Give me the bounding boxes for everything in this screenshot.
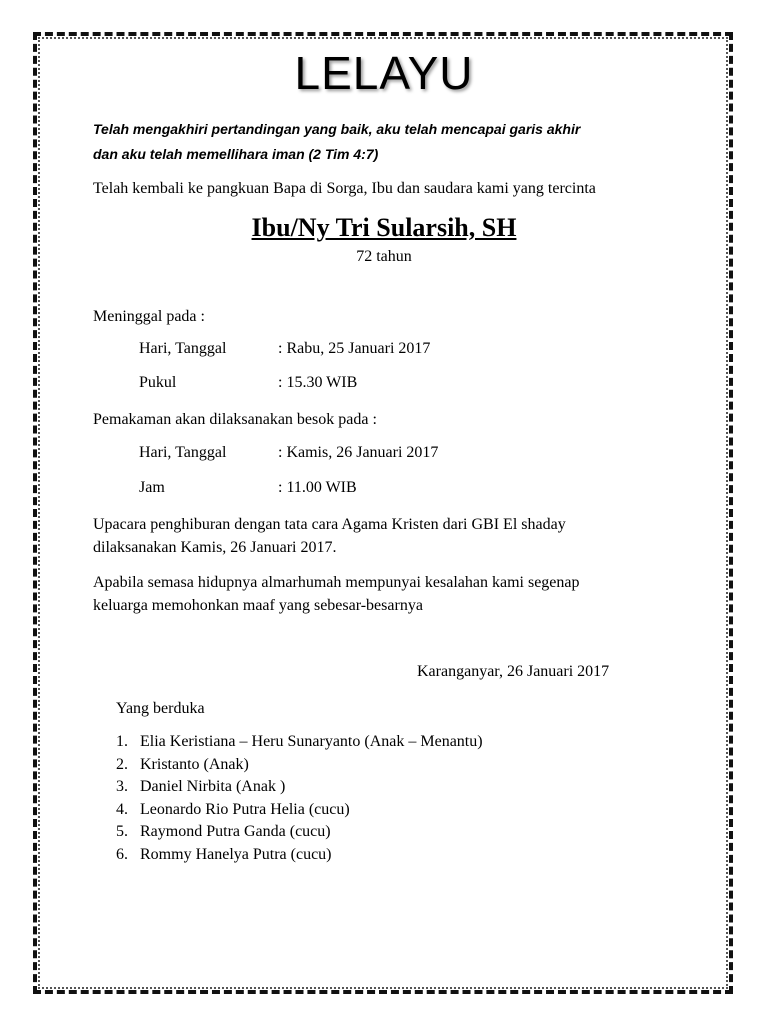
list-number: 5.	[116, 823, 128, 841]
apology-text	[93, 571, 580, 617]
died-heading: Meninggal pada :	[93, 308, 205, 325]
died-time-value: : 15.30 WIB	[278, 374, 358, 391]
apology-line-2: keluarga memohonkan maaf yang sebesar-besarnya	[93, 597, 423, 614]
burial-date-label: Hari, Tanggal	[139, 444, 227, 461]
list-item	[116, 821, 483, 844]
list-item	[116, 844, 483, 867]
list-item	[116, 731, 483, 754]
died-date-label: Hari, Tanggal	[139, 340, 227, 357]
document-title: LELAYU	[294, 47, 474, 99]
burial-time-label: Jam	[139, 479, 165, 496]
list-number: 2.	[116, 755, 128, 773]
verse-line-2: dan aku telah memellihara iman (2 Tim 4:7)	[93, 146, 379, 162]
died-time-label: Pukul	[139, 374, 177, 391]
burial-date-value: : Kamis, 26 Januari 2017	[278, 444, 439, 461]
list-text: Kristanto (Anak)	[140, 755, 249, 773]
list-number: 1.	[116, 733, 128, 750]
mourners-heading: Yang berduka	[116, 700, 205, 717]
died-date-value: : Rabu, 25 Januari 2017	[278, 340, 431, 357]
deceased-name: Ibu/Ny Tri Sularsih, SH	[251, 213, 517, 242]
burial-heading: Pemakaman akan dilaksanakan besok pada :	[93, 411, 377, 428]
list-text: Rommy Hanelya Putra (cucu)	[140, 845, 332, 863]
place-date: Karanganyar, 26 Januari 2017	[417, 663, 610, 680]
list-item	[116, 776, 483, 799]
list-text: Elia Keristiana – Heru Sunaryanto (Anak – Menantu)	[140, 733, 483, 750]
list-text: Raymond Putra Ganda (cucu)	[140, 823, 331, 841]
intro-text: Telah kembali ke pangkuan Bapa di Sorga, Ibu dan saudara kami yang tercinta	[93, 180, 596, 197]
deceased-age: 72 tahun	[356, 248, 412, 265]
list-number: 6.	[116, 845, 128, 863]
bible-verse	[93, 117, 653, 167]
list-text: Leonardo Rio Putra Helia (cucu)	[140, 800, 350, 818]
list-number: 3.	[116, 778, 128, 796]
list-item	[116, 799, 483, 822]
verse-line-1: Telah mengakhiri pertandingan yang baik, aku telah mencapai garis akhir	[93, 121, 581, 137]
list-item	[116, 754, 483, 777]
apology-line-1: Apabila semasa hidupnya almarhumah mempunyai kesalahan kami segenap	[93, 574, 580, 591]
mourners-list	[116, 731, 483, 867]
list-text: Daniel Nirbita (Anak )	[140, 778, 286, 796]
burial-time-value: : 11.00 WIB	[278, 479, 357, 496]
list-number: 4.	[116, 800, 128, 818]
service-line-2: dilaksanakan Kamis, 26 Januari 2017.	[93, 539, 337, 556]
service-line-1: Upacara penghiburan dengan tata cara Agama Kristen dari GBI El shaday	[93, 516, 566, 533]
service-info	[93, 513, 566, 559]
